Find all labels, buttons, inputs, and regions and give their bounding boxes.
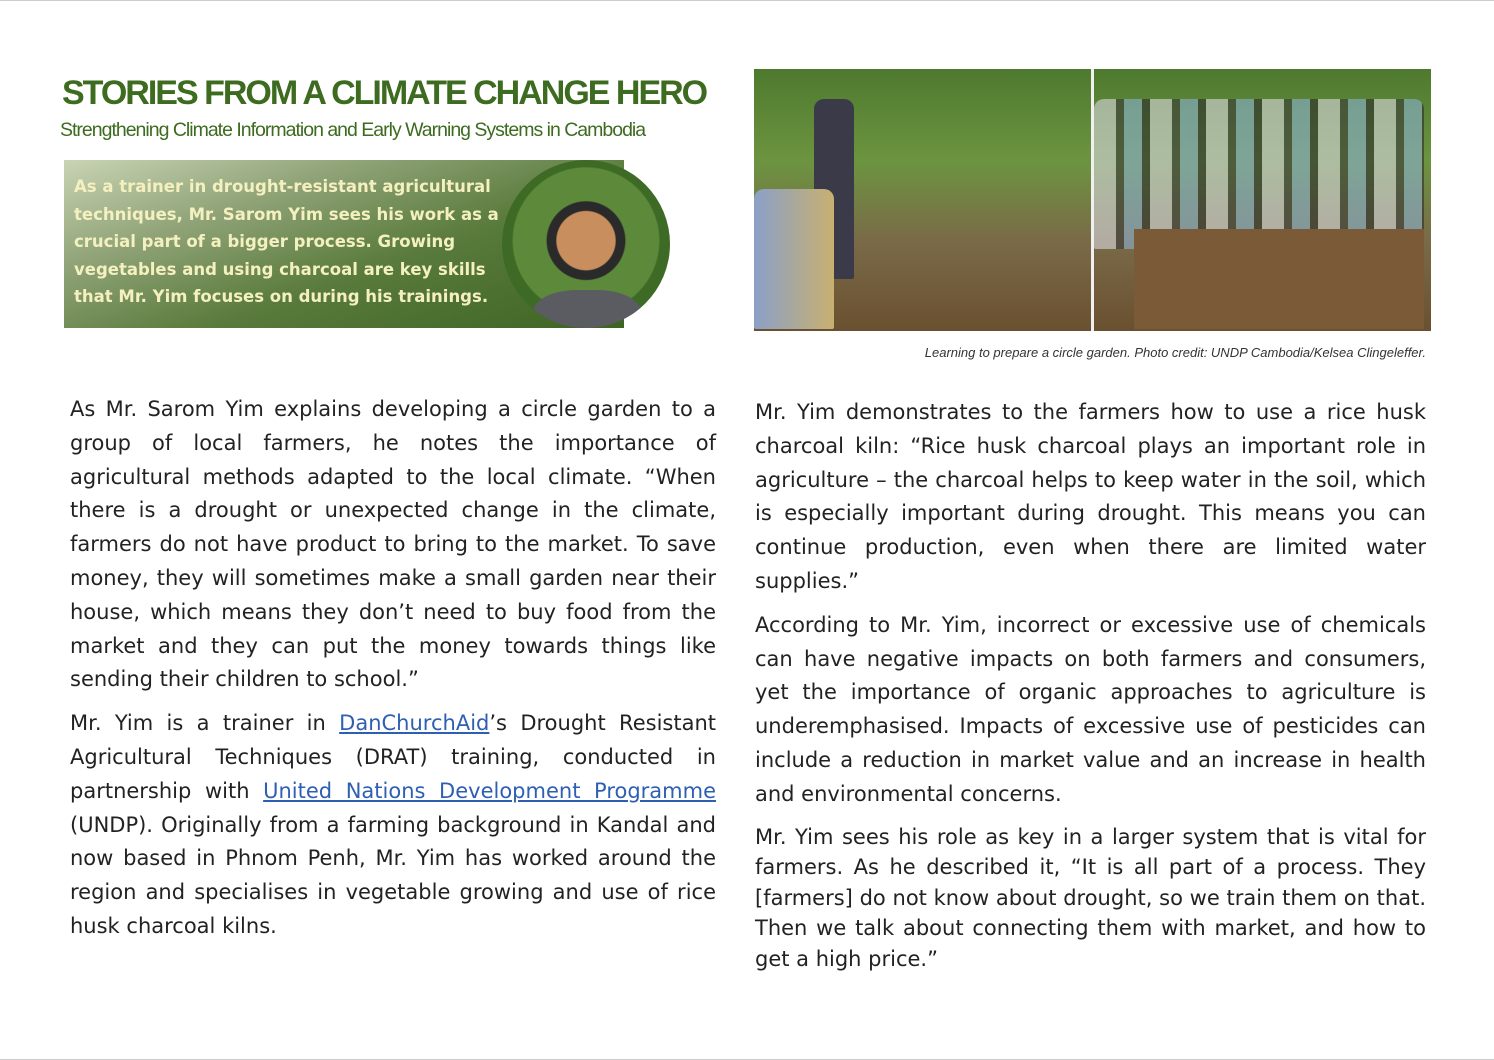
paragraph: As Mr. Sarom Yim explains developing a circle garden to a group of local farmers, he notes the importance of agricultural methods adapted to the local climate. “When there is a drought or unexpected change in the climate, farmers do not have product to bring to the market. To save money, they will sometimes make a small garden near their house, which means they don’t need to buy food from the market and they can put the money towards things like sending their children to school.” — [70, 397, 716, 692]
paragraph: Mr. Yim demonstrates to the farmers how to use a rice husk charcoal kiln: “Rice husk charcoal plays an important role in agriculture – the charcoal helps to keep water in the soil, which is especially important during drought. This means you can continue production, even when there are limited water supplies.” — [755, 400, 1426, 593]
photo-figure — [1134, 229, 1424, 329]
right-column — [755, 396, 1426, 984]
undp-link[interactable]: United Nations Development Programme — [263, 778, 717, 803]
paragraph — [70, 707, 716, 944]
paragraph: Mr. Yim sees his role as key in a larger system that is vital for farmers. As he described it, “It is all part of a process. They [farmers] do not know about drought, so we train them on that. Then we talk about connecting them with market, and how to get a high price.” — [755, 824, 1426, 971]
danchurchaid-link[interactable]: DanChurchAid — [339, 711, 490, 736]
callout-text: As a trainer in drought-resistant agricultural techniques, Mr. Sarom Yim sees his work as a crucial part of a bigger process. Growing vegetables and using charcoal are key skills that Mr. Yim focuses on during his trainings. — [74, 177, 499, 307]
photo-figure — [1094, 99, 1424, 249]
portrait-photo — [502, 160, 670, 328]
page-subtitle: Strengthening Climate Information and Early Warning Systems in Cambodia — [60, 119, 646, 141]
text: Mr. Yim is a trainer in — [70, 711, 340, 736]
paragraph: According to Mr. Yim, incorrect or excessive use of chemicals can have negative impacts on both farmers and consumers, yet the importance of organic approaches to agriculture is underemphasised. Impacts of excessive use of pesticides can include a reduction in market value and an increase in health and environmental concerns. — [755, 612, 1426, 806]
left-column — [70, 393, 716, 954]
circle-garden-photo — [754, 69, 1431, 331]
text: ’s Drought Resistant Agricultural Techniques (DRAT) training, conducted in partnership with — [70, 711, 716, 803]
text: (UNDP). Originally from a farming background in Kandal and now based in Phnom Penh, Mr. Yim has worked around the region and specialises in vegetable growing and use of rice husk charcoal kilns. — [70, 812, 716, 938]
photo-figure — [754, 189, 834, 329]
top-border — [0, 0, 1494, 1]
portrait-shirt — [532, 290, 642, 328]
photo-caption: Learning to prepare a circle garden. Photo credit: UNDP Cambodia/Kelsea Clingeleffer. — [924, 345, 1426, 360]
page-title: STORIES FROM A CLIMATE CHANGE HERO — [62, 74, 707, 112]
